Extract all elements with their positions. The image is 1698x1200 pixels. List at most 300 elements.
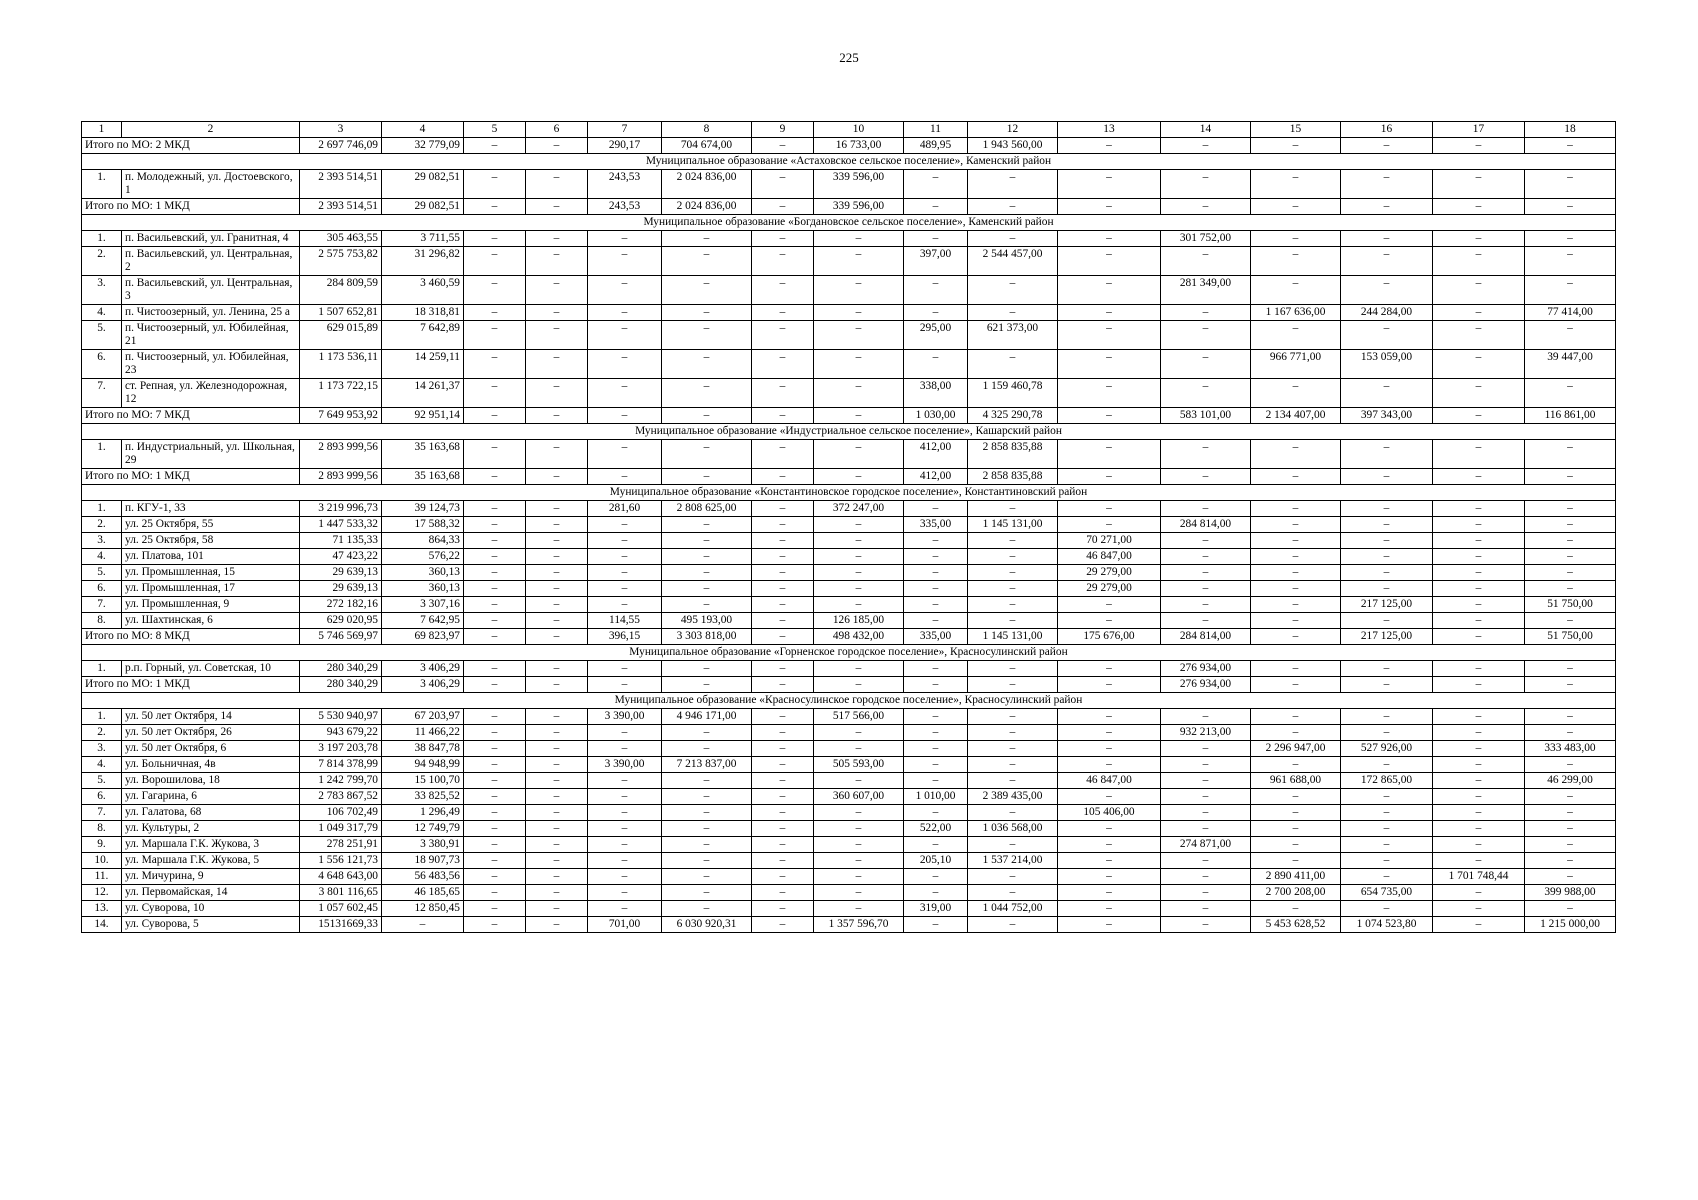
value-cell: – [662,276,752,305]
value-cell: – [968,757,1058,773]
row-number: 12. [82,885,122,901]
row-number: 2. [82,517,122,533]
value-cell: 517 566,00 [814,709,904,725]
value-cell: 864,33 [382,533,464,549]
value-cell: – [1251,677,1341,693]
value-cell: 6 030 920,31 [662,917,752,933]
value-cell: – [1525,138,1616,154]
value-cell: – [904,725,968,741]
value-cell: – [464,440,526,469]
value-cell: 943 679,22 [300,725,382,741]
value-cell: 7 642,95 [382,613,464,629]
value-cell: – [968,725,1058,741]
value-cell: – [464,917,526,933]
value-cell: – [752,821,814,837]
table-row [82,709,1616,725]
value-cell: – [588,350,662,379]
section-title: Муниципальное образование «Богдановское сельское поселение», Каменский район [82,215,1616,231]
address-cell: ул. Культуры, 2 [122,821,300,837]
value-cell: 32 779,09 [382,138,464,154]
value-cell: – [814,725,904,741]
value-cell: 11 466,22 [382,725,464,741]
value-cell: – [752,725,814,741]
value-cell: 522,00 [904,821,968,837]
value-cell: – [464,581,526,597]
row-number: 3. [82,741,122,757]
value-cell: – [526,869,588,885]
value-cell: – [464,565,526,581]
value-cell: – [1433,138,1525,154]
table-row [82,170,1616,199]
value-cell: 3 380,91 [382,837,464,853]
table-row [82,773,1616,789]
value-cell: – [1058,789,1161,805]
value-cell: – [1341,138,1433,154]
address-cell: р.п. Горный, ул. Советская, 10 [122,661,300,677]
value-cell: – [1058,597,1161,613]
table-row [82,837,1616,853]
value-cell: – [814,231,904,247]
address-cell: ул. Промышленная, 9 [122,597,300,613]
value-cell: 333 483,00 [1525,741,1616,757]
row-number: 1. [82,661,122,677]
value-cell: – [588,725,662,741]
value-cell: – [814,276,904,305]
value-cell: 2 858 835,88 [968,440,1058,469]
value-cell: – [588,276,662,305]
value-cell: – [1525,170,1616,199]
value-cell: – [1525,533,1616,549]
value-cell: 56 483,56 [382,869,464,885]
value-cell: 175 676,00 [1058,629,1161,645]
section-row [82,485,1616,501]
value-cell: 106 702,49 [300,805,382,821]
table-row [82,501,1616,517]
value-cell: – [526,821,588,837]
value-cell: 5 530 940,97 [300,709,382,725]
value-cell: – [662,581,752,597]
value-cell: – [464,276,526,305]
row-number: 1. [82,170,122,199]
value-cell: – [814,408,904,424]
table-row [82,597,1616,613]
value-cell: – [752,549,814,565]
value-cell: – [1058,247,1161,276]
value-cell: – [662,408,752,424]
value-cell: – [752,379,814,408]
value-cell: – [814,773,904,789]
address-cell: п. КГУ-1, 33 [122,501,300,517]
value-cell: – [1161,869,1251,885]
address-cell: ул. Промышленная, 17 [122,581,300,597]
value-cell: 3 406,29 [382,677,464,693]
value-cell: – [1161,901,1251,917]
value-cell: 1 074 523,80 [1341,917,1433,933]
value-cell: – [588,379,662,408]
value-cell: – [752,789,814,805]
value-cell: 2 783 867,52 [300,789,382,805]
header-cell: 10 [814,122,904,138]
value-cell: 278 251,91 [300,837,382,853]
value-cell: 290,17 [588,138,662,154]
value-cell: 1 159 460,78 [968,379,1058,408]
table-row [82,805,1616,821]
value-cell: – [1525,661,1616,677]
value-cell: – [814,305,904,321]
value-cell: – [1251,501,1341,517]
value-cell: – [752,597,814,613]
value-cell: – [814,821,904,837]
value-cell: 280 340,29 [300,661,382,677]
value-cell: – [1341,581,1433,597]
value-cell: – [1341,853,1433,869]
value-cell: 16 733,00 [814,138,904,154]
value-cell: – [968,597,1058,613]
value-cell: – [1161,305,1251,321]
value-cell: 1 010,00 [904,789,968,805]
section-row [82,693,1616,709]
row-number: 3. [82,276,122,305]
value-cell: – [1058,821,1161,837]
value-cell: 243,53 [588,170,662,199]
value-cell: – [588,408,662,424]
value-cell: – [464,138,526,154]
value-cell: – [526,597,588,613]
value-cell: – [526,885,588,901]
value-cell: – [752,773,814,789]
value-cell: – [814,837,904,853]
address-cell: п. Васильевский, ул. Гранитная, 4 [122,231,300,247]
value-cell: – [464,869,526,885]
total-row [82,138,1616,154]
value-cell: – [1161,789,1251,805]
value-cell: – [904,565,968,581]
value-cell: 1 556 121,73 [300,853,382,869]
value-cell: 335,00 [904,629,968,645]
value-cell: 397 343,00 [1341,408,1433,424]
value-cell: – [1433,276,1525,305]
value-cell: – [1525,276,1616,305]
value-cell: – [1058,276,1161,305]
value-cell: 629 015,89 [300,321,382,350]
header-cell: 16 [1341,122,1433,138]
value-cell: 217 125,00 [1341,597,1433,613]
value-cell: 4 946 171,00 [662,709,752,725]
value-cell: – [968,613,1058,629]
value-cell: – [1433,517,1525,533]
table-row [82,517,1616,533]
value-cell: – [1161,805,1251,821]
header-cell: 9 [752,122,814,138]
section-title: Муниципальное образование «Константиновское городское поселение», Константиновский район [82,485,1616,501]
value-cell: – [1525,869,1616,885]
value-cell: – [814,379,904,408]
address-cell: ул. 50 лет Октября, 26 [122,725,300,741]
value-cell: 70 271,00 [1058,533,1161,549]
value-cell: 272 182,16 [300,597,382,613]
value-cell: 3 197 203,78 [300,741,382,757]
value-cell: – [526,533,588,549]
value-cell: 319,00 [904,901,968,917]
value-cell: 29 082,51 [382,170,464,199]
table-row [82,321,1616,350]
value-cell: – [1161,885,1251,901]
value-cell: – [904,869,968,885]
value-cell: 38 847,78 [382,741,464,757]
value-cell: – [1433,581,1525,597]
value-cell: 495 193,00 [662,613,752,629]
value-cell: 114,55 [588,613,662,629]
value-cell: – [968,501,1058,517]
value-cell: – [1525,565,1616,581]
value-cell: – [1251,199,1341,215]
value-cell: – [1525,549,1616,565]
value-cell: – [464,170,526,199]
value-cell: – [1525,440,1616,469]
value-cell: – [752,757,814,773]
header-cell: 7 [588,122,662,138]
value-cell: – [464,231,526,247]
value-cell: – [904,757,968,773]
value-cell: 1 357 596,70 [814,917,904,933]
value-cell: 2 134 407,00 [1251,408,1341,424]
value-cell: – [1525,321,1616,350]
value-cell: – [1161,170,1251,199]
value-cell: – [1433,901,1525,917]
value-cell: 339 596,00 [814,199,904,215]
value-cell: 12 749,79 [382,821,464,837]
value-cell: – [1433,789,1525,805]
value-cell: 46 299,00 [1525,773,1616,789]
row-number: 1. [82,501,122,517]
value-cell: – [1341,469,1433,485]
value-cell: – [662,469,752,485]
value-cell: 4 325 290,78 [968,408,1058,424]
value-cell: 1 145 131,00 [968,629,1058,645]
value-cell: – [526,773,588,789]
value-cell: – [526,661,588,677]
value-cell: – [968,677,1058,693]
value-cell: – [588,305,662,321]
address-cell: ул. 50 лет Октября, 14 [122,709,300,725]
value-cell: – [662,837,752,853]
page-number: 225 [839,50,859,65]
row-number: 14. [82,917,122,933]
value-cell: 284 814,00 [1161,517,1251,533]
value-cell: 1 507 652,81 [300,305,382,321]
value-cell: 243,53 [588,199,662,215]
value-cell: 3 303 818,00 [662,629,752,645]
value-cell: – [526,677,588,693]
value-cell: – [588,677,662,693]
value-cell: – [1251,901,1341,917]
row-number: 6. [82,789,122,805]
value-cell: – [968,549,1058,565]
header-row [82,122,1616,138]
section-row [82,154,1616,170]
value-cell: – [526,138,588,154]
value-cell: 1 044 752,00 [968,901,1058,917]
value-cell: 17 588,32 [382,517,464,533]
value-cell: – [588,869,662,885]
value-cell: – [752,565,814,581]
value-cell: 281,60 [588,501,662,517]
value-cell: – [904,597,968,613]
value-cell: – [1341,549,1433,565]
value-cell: – [1058,837,1161,853]
table-row [82,789,1616,805]
value-cell: 305 463,55 [300,231,382,247]
value-cell: – [968,741,1058,757]
value-cell: – [752,853,814,869]
value-cell: – [1433,321,1525,350]
value-cell: 46 185,65 [382,885,464,901]
section-title: Муниципальное образование «Астаховское сельское поселение», Каменский район [82,154,1616,170]
table-row [82,350,1616,379]
value-cell: 301 752,00 [1161,231,1251,247]
value-cell: – [588,773,662,789]
value-cell: – [526,199,588,215]
address-cell: ул. Мичурина, 9 [122,869,300,885]
value-cell: – [1251,629,1341,645]
value-cell: – [1525,725,1616,741]
value-cell: – [1341,725,1433,741]
value-cell: – [904,741,968,757]
value-cell: – [526,789,588,805]
value-cell: 116 861,00 [1525,408,1616,424]
row-number: 1. [82,231,122,247]
value-cell: 1 537 214,00 [968,853,1058,869]
value-cell: 77 414,00 [1525,305,1616,321]
value-cell: – [904,709,968,725]
value-cell: – [752,501,814,517]
value-cell: – [464,549,526,565]
value-cell: – [1525,677,1616,693]
value-cell: – [1433,773,1525,789]
value-cell: – [814,677,904,693]
value-cell: 2 393 514,51 [300,170,382,199]
row-number: 10. [82,853,122,869]
value-cell: – [526,805,588,821]
value-cell: 1 173 536,11 [300,350,382,379]
value-cell: 1 030,00 [904,408,968,424]
address-cell: ул. Ворошилова, 18 [122,773,300,789]
table-row [82,276,1616,305]
value-cell: – [464,379,526,408]
value-cell: 5 746 569,97 [300,629,382,645]
value-cell: – [526,901,588,917]
value-cell: – [1525,821,1616,837]
table-row [82,885,1616,901]
value-cell: 489,95 [904,138,968,154]
value-cell: – [1525,789,1616,805]
value-cell: – [1433,565,1525,581]
value-cell: – [526,231,588,247]
value-cell: – [752,138,814,154]
value-cell: – [1433,199,1525,215]
address-cell: ул. Платова, 101 [122,549,300,565]
value-cell: – [1251,613,1341,629]
value-cell: – [662,885,752,901]
header-cell: 17 [1433,122,1525,138]
value-cell: – [1341,805,1433,821]
value-cell: – [752,709,814,725]
value-cell: 399 988,00 [1525,885,1616,901]
value-cell: 3 406,29 [382,661,464,677]
address-cell: ул. 25 Октября, 55 [122,517,300,533]
section-row [82,424,1616,440]
value-cell: – [526,276,588,305]
table-row [82,757,1616,773]
address-cell: ул. Суворова, 10 [122,901,300,917]
value-cell: – [1433,629,1525,645]
value-cell: – [1433,231,1525,247]
value-cell: 12 850,45 [382,901,464,917]
value-cell: – [464,517,526,533]
value-cell: – [1341,247,1433,276]
header-cell: 18 [1525,122,1616,138]
row-number: 1. [82,440,122,469]
value-cell: – [464,247,526,276]
value-cell: 629 020,95 [300,613,382,629]
value-cell: – [1525,469,1616,485]
total-label: Итого по МО: 2 МКД [82,138,300,154]
header-cell: 8 [662,122,752,138]
row-number: 4. [82,305,122,321]
value-cell: – [588,741,662,757]
table-row [82,853,1616,869]
value-cell: – [1251,469,1341,485]
value-cell: – [526,469,588,485]
value-cell: 338,00 [904,379,968,408]
value-cell: 153 059,00 [1341,350,1433,379]
value-cell: 14 261,37 [382,379,464,408]
value-cell: – [752,350,814,379]
table-row [82,549,1616,565]
value-cell: – [752,440,814,469]
value-cell: 621 373,00 [968,321,1058,350]
value-cell: 2 890 411,00 [1251,869,1341,885]
value-cell: – [1341,677,1433,693]
value-cell: – [904,581,968,597]
row-number: 13. [82,901,122,917]
value-cell: 2 575 753,82 [300,247,382,276]
value-cell: – [662,597,752,613]
value-cell: – [1251,517,1341,533]
value-cell: – [752,917,814,933]
value-cell: – [752,231,814,247]
value-cell: – [1341,709,1433,725]
value-cell: – [588,581,662,597]
value-cell: 284 809,59 [300,276,382,305]
total-label: Итого по МО: 1 МКД [82,469,300,485]
value-cell: – [814,533,904,549]
value-cell: – [752,741,814,757]
value-cell: – [904,917,968,933]
value-cell: 205,10 [904,853,968,869]
value-cell: – [526,305,588,321]
value-cell: – [1058,613,1161,629]
value-cell: – [1341,661,1433,677]
value-cell: 3 390,00 [588,709,662,725]
value-cell: – [1058,741,1161,757]
value-cell: – [968,709,1058,725]
value-cell: – [968,231,1058,247]
header-cell: 1 [82,122,122,138]
value-cell: – [968,805,1058,821]
value-cell: 67 203,97 [382,709,464,725]
value-cell: – [526,321,588,350]
